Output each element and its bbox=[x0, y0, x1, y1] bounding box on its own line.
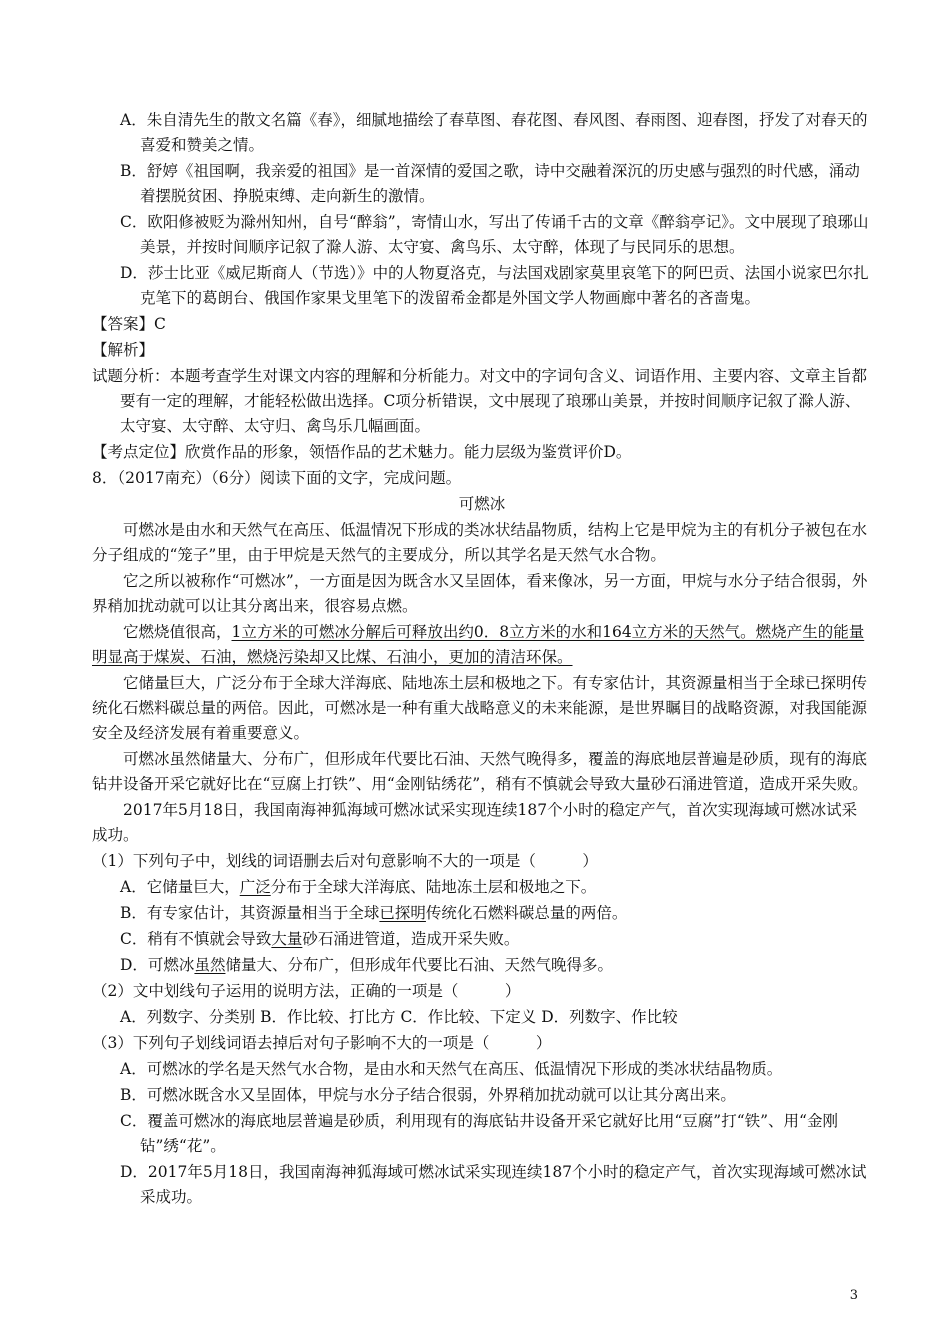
sub1-option-a bbox=[92, 875, 872, 900]
article-paragraph-2: 它之所以被称作“可燃冰”，一方面是因为既含水又呈固体，看来像冰，另一方面，甲烷与水分子结合很弱，外界稍加扰动就可以让其分离出来，很容易点燃。 bbox=[92, 572, 868, 615]
sub3-option-a: A．可燃冰的学名是天然气水合物，是由水和天然气在高压、低温情况下形成的类冰状结晶物质。 bbox=[120, 1060, 783, 1078]
q7-analysis: 试题分析：本题考查学生对课文内容的理解和分析能力。对文中的字词句含义、词语作用、主要内容、文章主旨都要有一定的理解，才能轻松做出选择。C项分析错误，文中展现了琅琊山美景，并按时间顺序记叙了滁人游、太守宴、太守醉、太守归、禽鸟乐几幅画面。 bbox=[92, 367, 868, 435]
q7-answer: 【答案】C bbox=[92, 315, 166, 333]
sub1-d-post: 储量大、分布广，但形成年代要比石油、天然气晚得多。 bbox=[225, 956, 613, 974]
sub1-d-underlined: 虽然 bbox=[194, 956, 226, 974]
q8-heading: 8．（2017南充）（6分）阅读下面的文字，完成问题。 bbox=[92, 469, 462, 487]
sub1-option-b bbox=[92, 901, 872, 926]
sub3-option-c: C．覆盖可燃冰的海底地层普遍是砂质，利用现有的海底钻井设备开采它就好比用“豆腐”打“铁”、用“金刚钻”绣“花”。 bbox=[120, 1112, 838, 1155]
sub1-c-post: 砂石涌进管道，造成开采失败。 bbox=[302, 930, 520, 948]
page-content bbox=[92, 108, 872, 1211]
paragraph-3-lead: 它燃烧值很高， bbox=[123, 623, 232, 641]
q7-option-d: D．莎士比亚《威尼斯商人（节选）》中的人物夏洛克，与法国戏剧家莫里哀笔下的阿巴贡、法国小说家巴尔扎克笔下的葛朗台、俄国作家果戈里笔下的泼留希金都是外国文学人物画廊中著名的吝啬鬼。 bbox=[120, 264, 869, 307]
sub2-options: A．列数字、分类别 B．作比较、打比方 C．作比较、下定义 D．列数字、作比较 bbox=[120, 1008, 678, 1026]
article-paragraph-4: 它储量巨大，广泛分布于全球大洋海底、陆地冻土层和极地之下。有专家估计，其资源量相当于全球已探明传统化石燃料碳总量的两倍。因此，可燃冰是一种有重大战略意义的未来能源，是世界瞩目的战略资源，对我国能源安全及经济发展有着重要意义。 bbox=[92, 674, 868, 742]
sub1-c-pre: C．稍有不慎就会导致 bbox=[120, 930, 272, 948]
sub1-option-c bbox=[92, 927, 872, 952]
sub1-a-post: 分布于全球大洋海底、陆地冻土层和极地之下。 bbox=[270, 878, 597, 896]
sub3-option-b: B．可燃冰既含水又呈固体，甲烷与水分子结合很弱，外界稍加扰动就可以让其分离出来。 bbox=[120, 1086, 736, 1104]
sub1-option-d bbox=[92, 953, 872, 978]
q7-analysis-label: 【解析】 bbox=[92, 341, 155, 359]
sub1-stem: （1）下列句子中，划线的词语删去后对句意影响不大的一项是（ ） bbox=[92, 852, 598, 870]
sub1-b-underlined: 已探明 bbox=[379, 904, 426, 922]
q7-option-b: B．舒婷《祖国啊，我亲爱的祖国》是一首深情的爱国之歌，诗中交融着深沉的历史感与强烈的时代感，涌动着摆脱贫困、挣脱束缚、走向新生的激情。 bbox=[120, 162, 860, 205]
article-title: 可燃冰 bbox=[458, 495, 506, 513]
q7-option-a: A．朱自清先生的散文名篇《春》，细腻地描绘了春草图、春花图、春风图、春雨图、迎春图，抒发了对春天的喜爱和赞美之情。 bbox=[120, 111, 868, 154]
article-paragraph-5: 可燃冰虽然储量大、分布广，但形成年代要比石油、天然气晚得多，覆盖的海底地层普遍是砂质，现有的海底钻井设备开采它就好比在“豆腐上打铁”、用“金刚钻绣花”，稍有不慎就会导致大量砂石涌进管道，造成开采失败。 bbox=[92, 750, 868, 793]
underlined-sentence: 1立方米的可燃冰分解后可释放出约0．8立方米的水和164立方米的天然气。燃烧产生的能量明显高于煤炭、石油，燃烧污染却又比煤、石油小，更加的清洁环保。 bbox=[92, 623, 865, 666]
sub1-b-pre: B．有专家估计，其资源量相当于全球 bbox=[120, 904, 380, 922]
sub1-c-underlined: 大量 bbox=[271, 930, 303, 948]
q7-point: 【考点定位】欣赏作品的形象，领悟作品的艺术魅力。能力层级为鉴赏评价D。 bbox=[92, 443, 632, 461]
article-paragraph-6: 2017年5月18日，我国南海神狐海域可燃冰试采实现连续187个小时的稳定产气，首次实现海域可燃冰试采成功。 bbox=[92, 801, 858, 844]
sub3-option-d: D．2017年5月18日，我国南海神狐海域可燃冰试采实现连续187个小时的稳定产气，首次实现海域可燃冰试采成功。 bbox=[120, 1163, 867, 1206]
sub1-a-pre: A．它储量巨大， bbox=[120, 878, 240, 896]
article-paragraph-3 bbox=[92, 620, 872, 670]
sub1-a-underlined: 广泛 bbox=[239, 878, 271, 896]
sub1-b-post: 传统化石燃料碳总量的两倍。 bbox=[425, 904, 628, 922]
q7-option-c: C．欧阳修被贬为滁州知州，自号“醉翁”，寄情山水，写出了传诵千古的文章《醉翁亭记》。文中展现了琅琊山美景，并按时间顺序记叙了滁人游、太守宴、禽鸟乐、太守醉，体现了与民同乐的思想。 bbox=[120, 213, 869, 256]
article-paragraph-1: 可燃冰是由水和天然气在高压、低温情况下形成的类冰状结晶物质，结构上它是甲烷为主的有机分子被包在水分子组成的“笼子”里，由于甲烷是天然气的主要成分，所以其学名是天然气水合物。 bbox=[92, 521, 868, 564]
sub3-stem: （3）下列句子划线词语去掉后对句子影响不大的一项是（ ） bbox=[92, 1034, 552, 1052]
page-number: 3 bbox=[849, 1288, 858, 1303]
sub1-d-pre: D．可燃冰 bbox=[120, 956, 195, 974]
sub2-stem: （2）文中划线句子运用的说明方法，正确的一项是（ ） bbox=[92, 982, 521, 1000]
